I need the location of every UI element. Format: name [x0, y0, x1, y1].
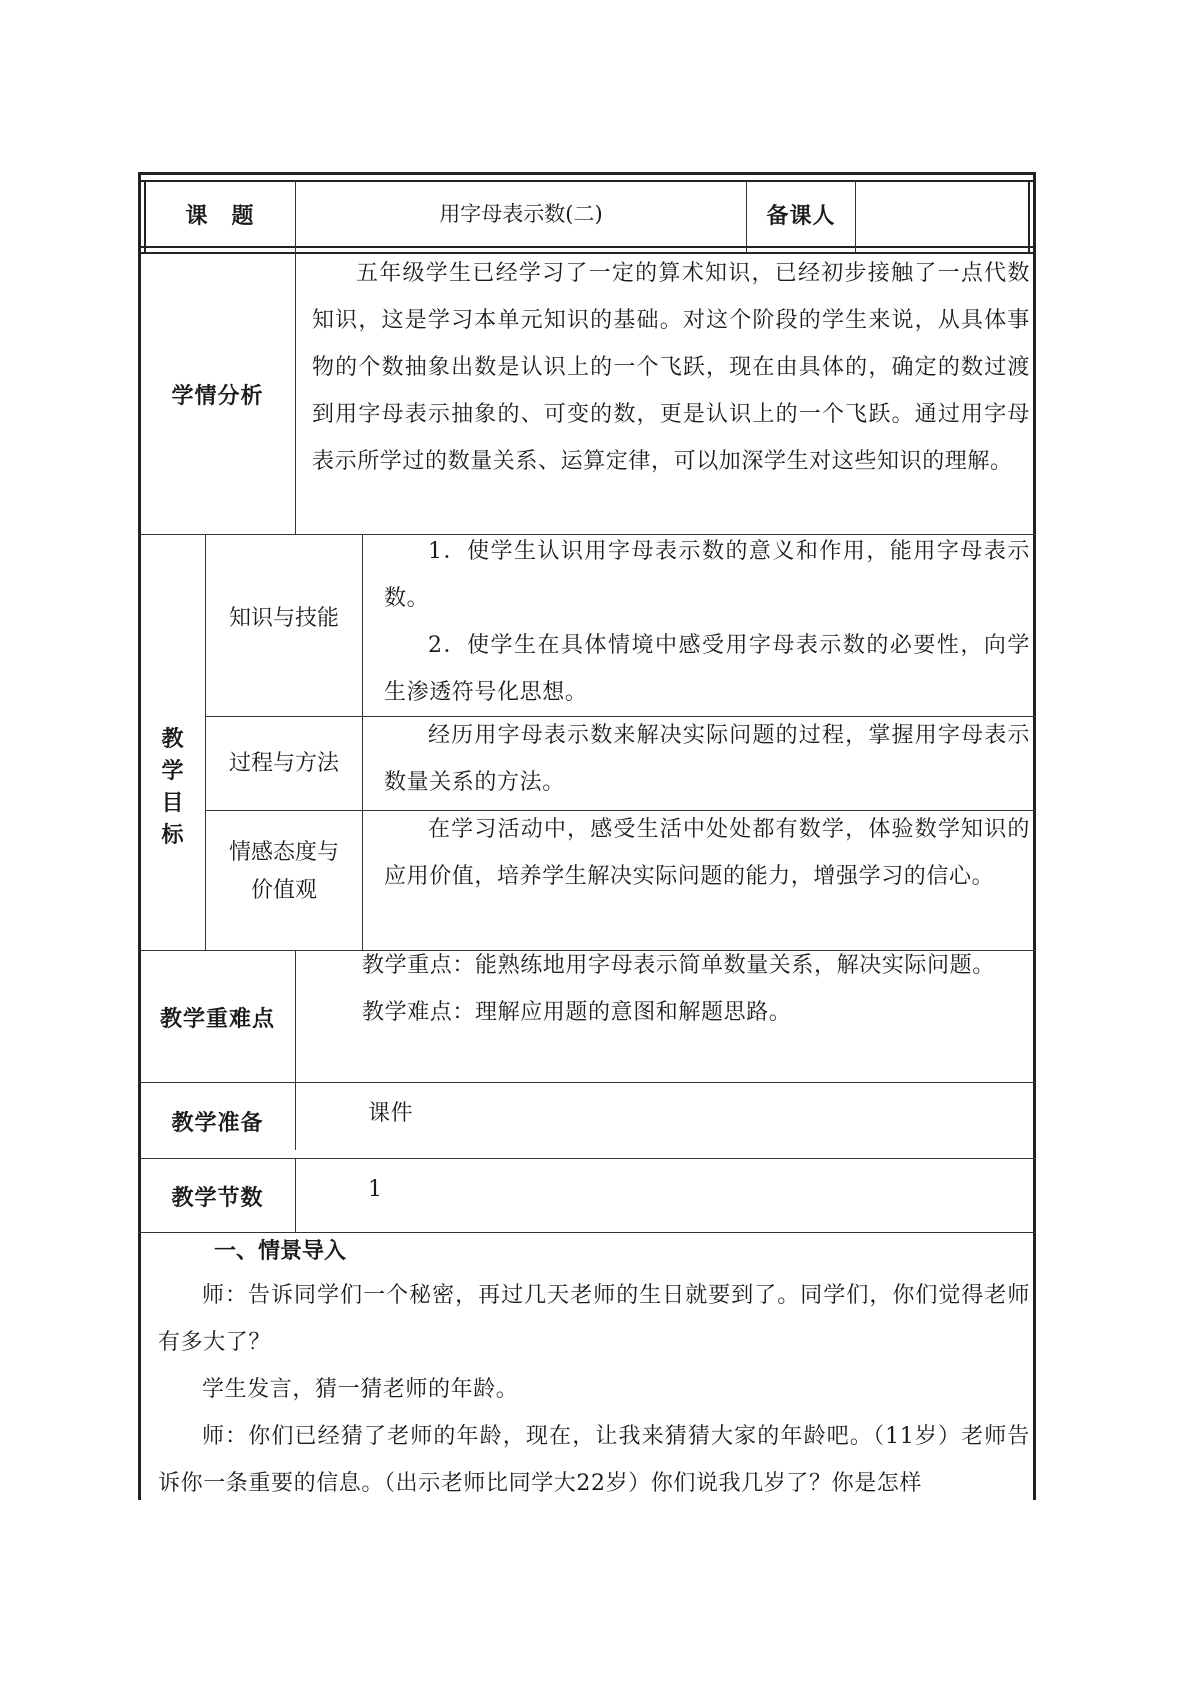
- process-methods-text: 经历用字母表示数来解决实际问题的过程，掌握用字母表示数量关系的方法。: [384, 723, 1030, 795]
- key-difficulty: 教学难点：理解应用题的意图和解题思路。: [362, 1000, 792, 1025]
- sessions-value: 1: [368, 1177, 383, 1202]
- preparation-value: 课件: [368, 1101, 414, 1126]
- teaching-objectives-label: [140, 536, 205, 950]
- student-analysis-label: 学情分析: [171, 383, 264, 409]
- objectives-label-char: 标: [161, 823, 184, 848]
- objectives-label-char: 学: [161, 759, 184, 784]
- body-paragraph: 师：你们已经猜了老师的年龄，现在，让我来猜猜大家的年龄吧。（11岁）老师告诉你一条重要的信息。（出示老师比同学大22岁）你们说我几岁了？你是怎样: [158, 1424, 1030, 1496]
- sessions-divider: [295, 1158, 296, 1232]
- keypoints-bottom: [138, 1082, 1036, 1083]
- process-methods-label: 过程与方法: [228, 750, 339, 776]
- body-paragraph: 师：告诉同学们一个秘密，再过几天老师的生日就要到了。同学们，你们觉得老师有多大了？: [158, 1283, 1030, 1355]
- preparation-bottom: [138, 1158, 1036, 1159]
- preparation-label: 教学准备: [171, 1110, 264, 1136]
- knowledge-item-2: 2．使学生在具体情境中感受用字母表示数的必要性，向学生渗透符号化思想。: [384, 633, 1030, 705]
- sessions-label: 教学节数: [171, 1185, 264, 1211]
- key-points-text: [318, 942, 1030, 1082]
- analysis-divider: [295, 252, 296, 534]
- preparer-label: 备课人: [766, 203, 836, 229]
- objectives-label-char: 目: [161, 791, 184, 816]
- body-paragraph: 学生发言，猜一猜老师的年龄。: [202, 1377, 519, 1402]
- teaching-process-body: [158, 1232, 1030, 1500]
- preparer-value: [856, 182, 1028, 246]
- student-analysis-text: 五年级学生已经学习了一定的算术知识，已经初步接触了一点代数知识，这是学习本单元知识的基础。对这个阶段的学生来说，从具体事物的个数抽象出数是认识上的一个飞跃，现在由具体的，确定的数过渡到用字母表示抽象的、可变的数，更是认识上的一个飞跃。通过用字母表示所学过的数量关系、运算定律，可以加深学生对这些知识的理解。: [312, 261, 1030, 474]
- title-label: 课 题: [185, 203, 255, 229]
- header-bottom-border: [138, 246, 1036, 248]
- knowledge-item-1: 1．使学生认识用字母表示数的意义和作用，能用字母表示数。: [384, 539, 1030, 611]
- objectives-label-char: 教: [161, 727, 184, 752]
- emotion-values-label: [206, 811, 362, 950]
- keypoints-divider: [295, 950, 296, 1150]
- emotion-label-line-1: 情感态度与: [228, 839, 339, 865]
- header-inner-right: [1028, 180, 1030, 252]
- knowledge-skills-text: [384, 528, 1030, 716]
- knowledge-skills-label: 知识与技能: [228, 606, 339, 631]
- key-points-label: 教学重难点: [159, 1006, 275, 1032]
- key-focus: 教学重点：能熟练地用字母表示简单数量关系，解决实际问题。: [362, 953, 995, 978]
- emotion-label-line-2: 价值观: [250, 877, 317, 903]
- objectives-divider-2: [362, 534, 363, 950]
- emotion-values-text: 在学习活动中，感受生活中处处都有数学，体验数学知识的应用价值，培养学生解决实际问题的能力，增强学习的信心。: [384, 817, 1030, 889]
- section-heading-scenario-intro: 一、情景导入: [214, 1239, 347, 1264]
- title-value: 用字母表示数(二): [439, 202, 603, 226]
